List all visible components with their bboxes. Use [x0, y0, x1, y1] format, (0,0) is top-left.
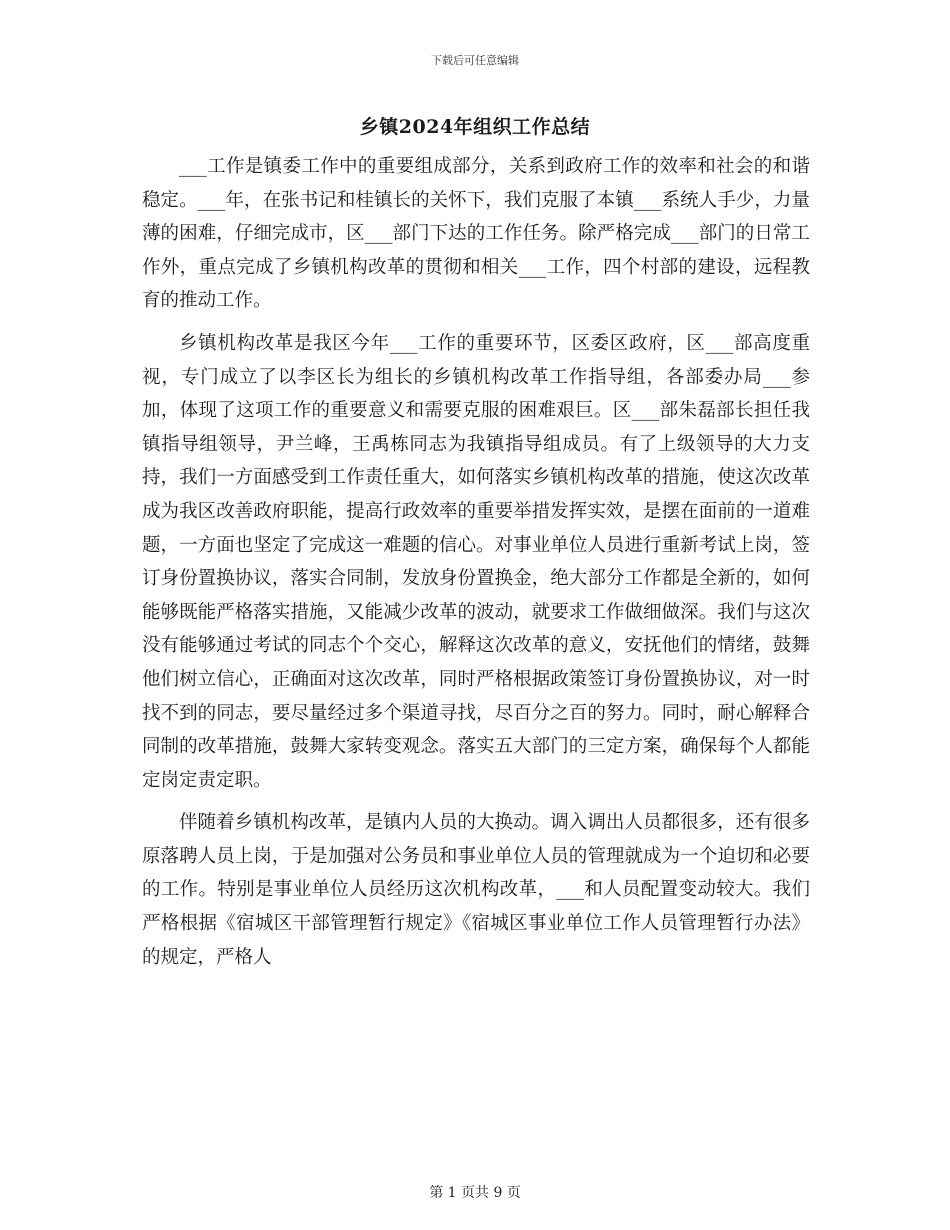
- paragraph-3: 伴随着乡镇机构改革，是镇内人员的大换动。调入调出人员都很多，还有很多原落聘人员上岗，于是加强对公务员和事业单位人员的管理就成为一个迫切和必要的工作。特别是事业单位人员经历这次机构改革，___和人员配置变动较大。我们严格根据《宿城区干部管理暂行规定》《宿城区事业单位工作人员管理暂行办法》的规定，严格人: [142, 812, 810, 968]
- paragraph-1: ___工作是镇委工作中的重要组成部分，关系到政府工作的效率和社会的和谐稳定。___年，在张书记和桂镇长的关怀下，我们克服了本镇___系统人手少，力量薄的困难，仔细完成市，区___部门下达的工作任务。除严格完成___部门的日常工作外，重点完成了乡镇机构改革的贯彻和相关___工作，四个村部的建设，远程教育的推动工作。: [142, 156, 810, 312]
- page-header-note: 下载后可任意编辑: [431, 54, 519, 67]
- paragraph-2: 乡镇机构改革是我区今年___工作的重要环节，区委区政府，区___部高度重视，专门成立了以李区长为组长的乡镇机构改革工作指导组，各部委办局___参加，体现了这项工作的重要意义和需要克服的困难艰巨。区___部朱磊部长担任我镇指导组领导，尹兰峰，王禹栋同志为我镇指导组成员。有了上级领导的大力支持，我们一方面感受到工作责任重大，如何落实乡镇机构改革的措施，使这次改革成为我区改善政府职能，提高行政效率的重要举措发挥实效，是摆在面前的一道难题，一方面也坚定了完成这一难题的信心。对事业单位人员进行重新考试上岗，签订身份置换协议，落实合同制，发放身份置换金，绝大部分工作都是全新的，如何能够既能严格落实措施，又能减少改革的波动，就要求工作做细做深。我们与这次没有能够通过考试的同志个个交心，解释这次改革的意义，安抚他们的情绪，鼓舞他们树立信心，正确面对这次改革，同时严格根据政策签订身份置换协议，对一时找不到的同志，要尽量经过多个渠道寻找，尽百分之百的努力。同时，耐心解释合同制的改革措施，鼓舞大家转变观念。落实五大部门的三定方案，确保每个人都能定岗定责定职。: [142, 332, 810, 791]
- page-number-footer: 第 1 页共 9 页: [429, 1185, 521, 1201]
- document-title: 乡镇2024年组织工作总结: [359, 116, 591, 138]
- document-body: [142, 150, 810, 974]
